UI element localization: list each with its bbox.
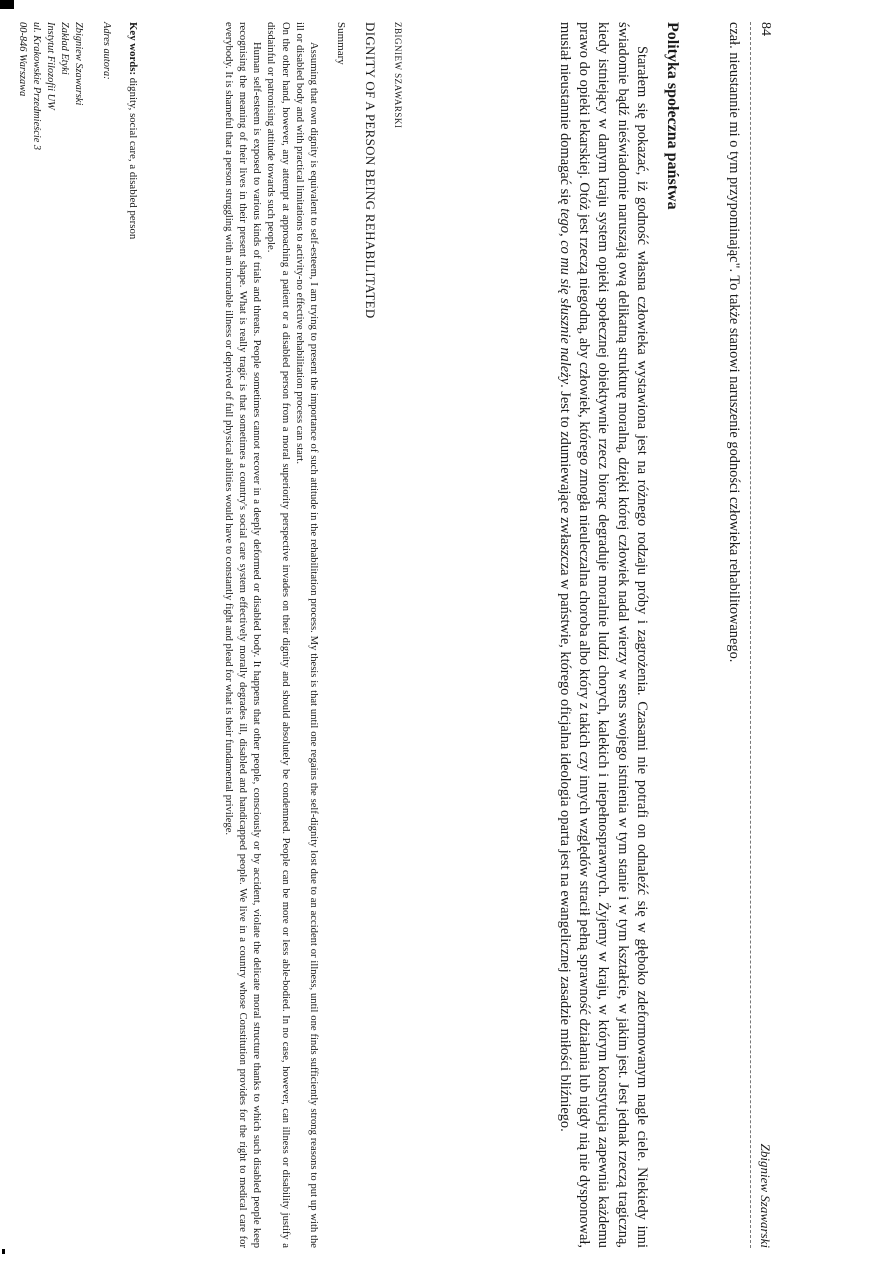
scan-corner-mark	[0, 0, 14, 9]
author-address	[15, 22, 113, 150]
keywords-value: dignity, social care, a disabled person	[127, 77, 139, 240]
polish-emphasis: tego, co mu się słusznie należy	[556, 208, 573, 385]
rotated-page-content	[17, 22, 775, 1248]
polish-text-start: Starałem się pokazać, iż godność własna człowieka wystawiona jest na różnego rodzaju próby i zagrożenia. Czasami nie potrafi on odnaleźć się w głęboko zdeformowanym nagle ciele. Niekiedy inni świadomie bądź nieświadomie naruszają ową delikatną strukturę moralną, dzięki której człowiek nadal wierzy w sens swojego istnienia w tym stanie i w tym kształcie, w jakim jest. Jest jednak rzeczą tragiczną, kiedy istniejący w danym kraju system opieki społecznej obiektywnie rzecz biorąc degraduje moralnie ludzi chorych, kalekich i niepełnosprawnych. Żyjemy w kraju, w którym konstytucja zapewnia każdemu prawo do opieki lekarskiej. Otóż jest rzeczą niegodną, aby człowiek, którego zmogła nieuleczalna choroba albo który z takich czy innych względów stracił pełną sprawność działania lub nigdy nią nie dysponował, musiał nieustannie domagać się	[556, 22, 650, 1248]
address-line: 00-846 Warszawa	[17, 22, 28, 97]
running-head: Zbigniew Szawarski	[758, 1143, 773, 1248]
address-line: Instytut Filozofii UW	[45, 22, 56, 110]
page-number: 84	[758, 22, 773, 36]
summary-paragraph: On the other hand, however, any attempt at approaching a patient or a disabled person from a moral superiority perspective invades on their dignity and should absolutely be condemned. People can be more or less able-bodied. In no case, however, can illness or disability justify a disdainful or patronising attitude towards such people.	[265, 22, 291, 1248]
intro-paragraph	[724, 22, 743, 1248]
polish-paragraph	[555, 22, 651, 1248]
page-header	[750, 22, 775, 1248]
summary-paragraph: Assuming that own dignity is equivalent to self-esteem, I am trying to present the importance of such attitude in the rehabilitation process. My thesis is that until one regains the self-dignity lost due to an accident or illness, until one finds sufficiently strong reasons to put up with the ill or disabled body and with practical limitations to activity-no effective rehabilitation process can start.	[293, 22, 319, 1248]
summary-label: Summary	[335, 22, 347, 65]
keywords-label: Key words:	[127, 22, 139, 76]
address-line: ul. Krakowskie Przedmieście 3	[31, 22, 42, 151]
summary-body	[221, 22, 320, 1248]
summary-author: ZBIGNIEW SZAWARSKI	[393, 22, 403, 129]
polish-body	[555, 22, 651, 1248]
intro-text: czał. nieustannie mi o tym przypominając". To także stanowi naruszenie godności człowieka rehabilitowanego.	[726, 22, 742, 663]
address-line: Zakład Etyki	[59, 22, 70, 75]
summary-title: DIGNITY OF A PERSON BEING REHABILITATED	[363, 22, 378, 319]
polish-text-end: . Jest to zdumiewające zwłaszcza w państwie, którego oficjalna ideologia oparta jest na ewangelicznej zasadzie miłości bliźniego.	[556, 384, 573, 1132]
section-heading: Polityka społeczna państwa	[664, 22, 681, 210]
address-label: Adres autora:	[101, 22, 112, 80]
summary-paragraph: Human self-esteem is exposed to various kinds of trials and threats. People sometimes cannot recover in a deeply deformed or disabled body. It happens that other people, consciously or by accident, violate the delicate moral structure thanks to which such disabled people keep recognising the meaning of their lives in their present shape. What is really tragic is that sometimes a country's social care system effectively morally degrades ill, disabled and handicapped people. We live in a country whose Constitution provides for the right to medical care for everybody. It is shameful that a person struggling with an incurable illness or deprived of full physical abilities would have to constantly fight and plead for what is their fundamental privilege.	[222, 22, 263, 1248]
scan-edge-mark	[2, 1249, 5, 1254]
address-line: Zbigniew Szawarski	[73, 22, 84, 106]
keywords-line	[127, 22, 139, 239]
